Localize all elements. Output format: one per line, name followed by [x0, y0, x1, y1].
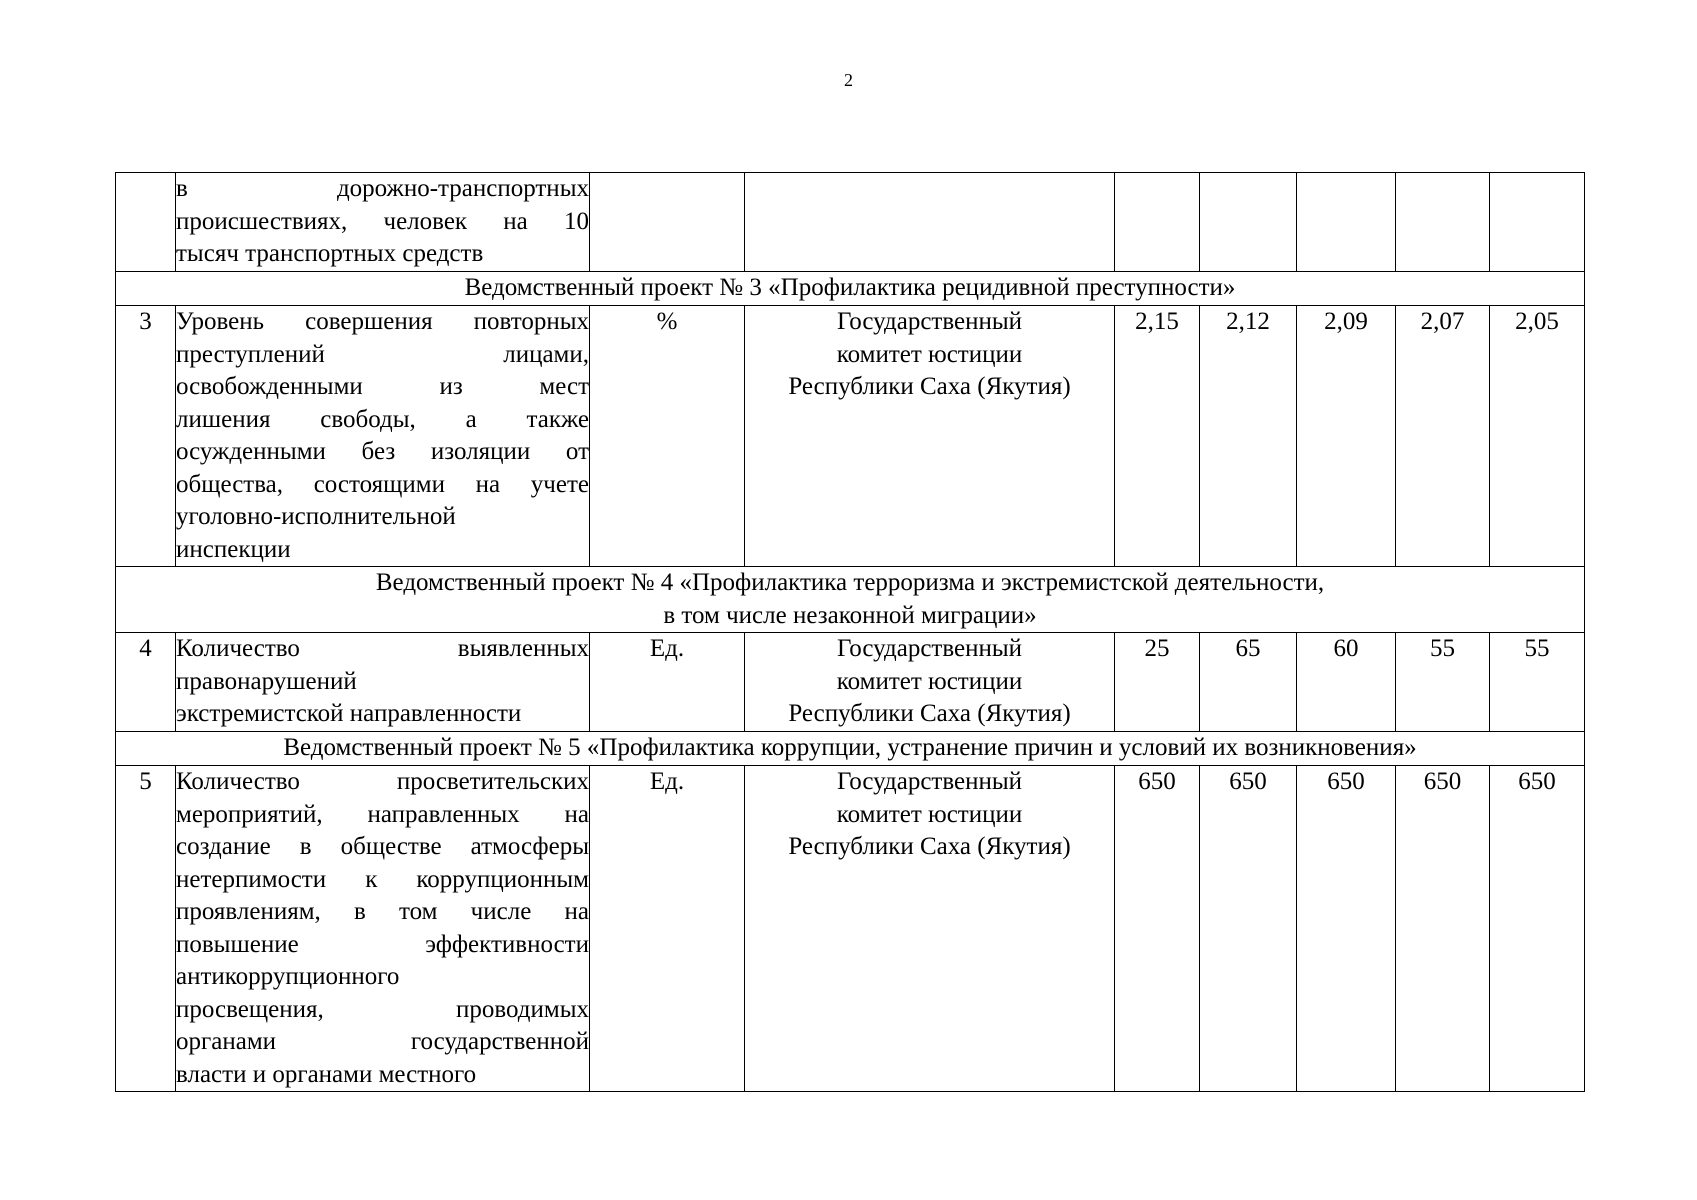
section-line: в том числе незаконной миграции» — [663, 601, 1037, 629]
value-cell — [1115, 173, 1200, 272]
value-cell: 2,09 — [1297, 306, 1396, 567]
indicator-line: Количество выявленных — [176, 635, 589, 662]
unit-cell: % — [590, 306, 745, 567]
table-row — [116, 633, 1585, 732]
section-heading — [116, 732, 1585, 766]
indicator-cell — [176, 306, 590, 567]
row-number-cell — [116, 173, 176, 272]
indicator-line: нетерпимости к коррупционным — [176, 865, 589, 893]
section-line: Ведомственный проект № 4 «Профилактика терроризма и экстремистской деятельности, — [375, 569, 1325, 596]
section-row — [116, 732, 1585, 766]
indicator-line: антикоррупционного — [176, 963, 400, 990]
row-number-cell: 3 — [116, 306, 176, 567]
responsible-line: Государственный — [836, 635, 1023, 662]
value-cell: 650 — [1490, 766, 1585, 1092]
indicator-line: Уровень совершения повторных — [176, 308, 589, 335]
value-cell — [1297, 173, 1396, 272]
indicator-line: власти и органами местного — [176, 1060, 477, 1088]
responsible-cell — [745, 633, 1115, 732]
indicator-line: преступлений лицами, — [176, 340, 589, 368]
value-cell: 2,15 — [1115, 306, 1200, 567]
value-cell — [1396, 173, 1490, 272]
indicator-line: в дорожно-транспортных — [176, 175, 589, 202]
indicator-line: инспекции — [176, 535, 291, 563]
responsible-line: комитет юстиции — [836, 800, 1023, 828]
unit-cell — [590, 173, 745, 272]
table-row — [116, 306, 1585, 567]
responsible-cell — [745, 306, 1115, 567]
row-number-cell: 4 — [116, 633, 176, 732]
value-cell: 25 — [1115, 633, 1200, 732]
table-row — [116, 173, 1585, 272]
section-row — [116, 272, 1585, 306]
value-cell: 55 — [1490, 633, 1585, 732]
value-cell: 2,12 — [1200, 306, 1297, 567]
value-cell: 2,05 — [1490, 306, 1585, 567]
indicator-line: тысяч транспортных средств — [176, 240, 484, 267]
indicator-line: создание в обществе атмосферы — [176, 833, 589, 860]
section-heading — [116, 567, 1585, 633]
responsible-line: Государственный — [836, 308, 1023, 335]
indicator-line: освобожденными из мест — [176, 373, 589, 400]
value-cell — [1490, 173, 1585, 272]
value-cell: 650 — [1297, 766, 1396, 1092]
indicator-line: общества, состоящими на учете — [176, 470, 589, 498]
responsible-cell — [745, 173, 1115, 272]
indicator-line: происшествиях, человек на 10 — [176, 207, 589, 235]
indicator-cell — [176, 633, 590, 732]
responsible-line: комитет юстиции — [836, 340, 1023, 368]
row-number-cell: 5 — [116, 766, 176, 1092]
section-line: Ведомственный проект № 5 «Профилактика коррупции, устранение причин и условий их возникновения» — [283, 734, 1417, 761]
value-cell: 650 — [1200, 766, 1297, 1092]
unit-cell: Ед. — [590, 633, 745, 732]
indicator-line: правонарушений — [176, 667, 357, 695]
indicators-table — [115, 172, 1585, 1092]
indicator-line: Количество просветительских — [176, 768, 589, 795]
indicator-line: мероприятий, направленных на — [176, 800, 589, 828]
unit-cell: Ед. — [590, 766, 745, 1092]
responsible-line: Республики Саха (Якутия) — [788, 833, 1071, 860]
indicator-cell — [176, 173, 590, 272]
value-cell: 65 — [1200, 633, 1297, 732]
value-cell: 60 — [1297, 633, 1396, 732]
responsible-line: Государственный — [836, 768, 1023, 795]
table-row — [116, 766, 1585, 1092]
value-cell — [1200, 173, 1297, 272]
indicator-line: экстремистской направленности — [176, 700, 522, 727]
page-number: 2 — [844, 70, 853, 90]
responsible-line: Республики Саха (Якутия) — [788, 700, 1071, 727]
indicator-line: уголовно-исполнительной — [176, 503, 456, 530]
indicator-line: просвещения, проводимых — [176, 995, 589, 1023]
indicator-line: лишения свободы, а также — [176, 405, 589, 433]
indicator-line: проявлениям, в том числе на — [176, 898, 589, 925]
responsible-line: Республики Саха (Якутия) — [788, 373, 1071, 400]
indicator-line: осужденными без изоляции от — [176, 438, 589, 465]
section-line: Ведомственный проект № 3 «Профилактика рецидивной преступности» — [464, 274, 1236, 301]
responsible-cell — [745, 766, 1115, 1092]
section-row — [116, 567, 1585, 633]
value-cell: 650 — [1396, 766, 1490, 1092]
responsible-line: комитет юстиции — [836, 667, 1023, 695]
section-heading — [116, 272, 1585, 306]
value-cell: 55 — [1396, 633, 1490, 732]
indicator-line: органами государственной — [176, 1028, 589, 1055]
value-cell: 650 — [1115, 766, 1200, 1092]
indicator-cell — [176, 766, 590, 1092]
value-cell: 2,07 — [1396, 306, 1490, 567]
indicator-line: повышение эффективности — [176, 930, 589, 958]
